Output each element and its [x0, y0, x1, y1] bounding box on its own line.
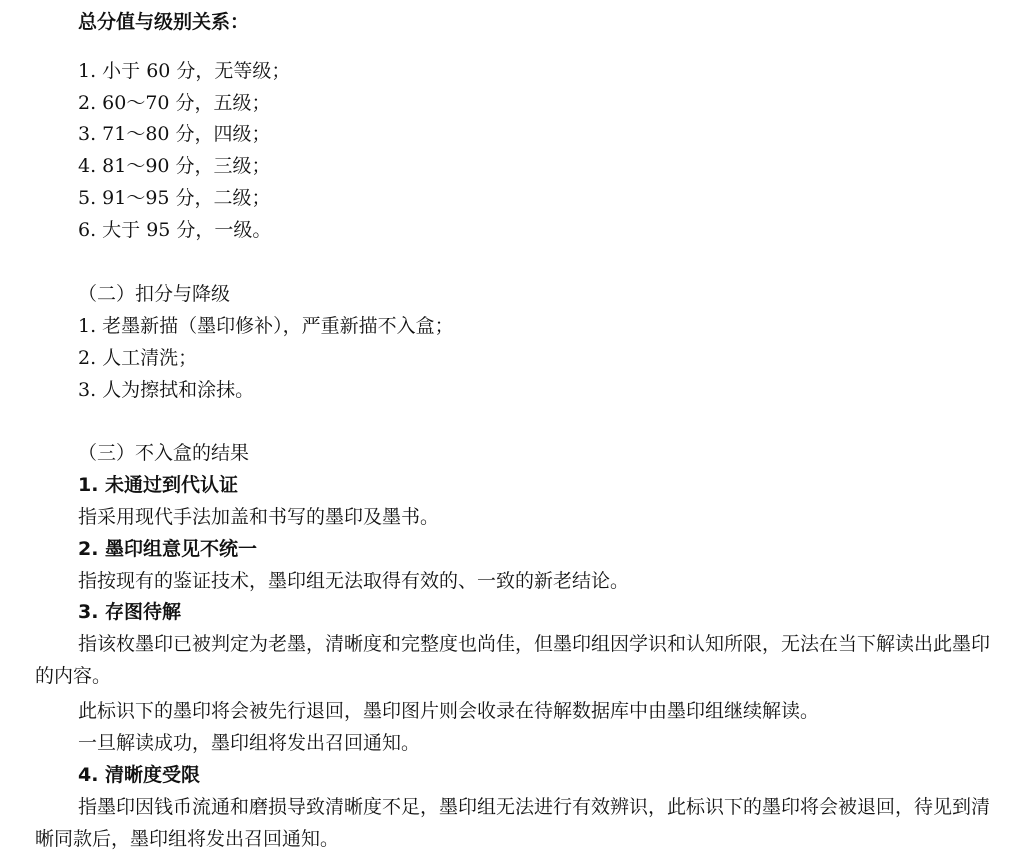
result-item-4-title: 4. 清晰度受限 [78, 764, 201, 786]
level-item-5: 5. 91～95 分，二级； [78, 187, 271, 209]
result-item-3-text-2: 此标识下的墨印将会被先行退回，墨印图片则会收录在待解数据库中由墨印组继续解读。 [78, 700, 820, 722]
level-item-6: 6. 大于 95 分，一级。 [78, 219, 272, 241]
section2-heading: （二）扣分与降级 [78, 283, 231, 305]
level-item-4: 4. 81～90 分，三级； [78, 155, 271, 177]
result-item-3-title: 3. 存图待解 [78, 601, 182, 623]
deduction-item-3: 3. 人为擦拭和涂抹。 [78, 379, 255, 401]
result-item-1-title: 1. 未通过到代认证 [78, 474, 239, 496]
deduction-item-1: 1. 老墨新描（墨印修补），严重新描不入盒； [78, 315, 454, 337]
result-item-2-text: 指按现有的鉴证技术，墨印组无法取得有效的、一致的新老结论。 [78, 570, 630, 592]
result-item-4-text: 指墨印因钱币流通和磨损导致清晰度不足，墨印组无法进行有效辨识，此标识下的墨印将会被退回，待见到清晰同款后，墨印组将发出召回通知。 [35, 796, 991, 850]
section-title: 总分值与级别关系： [78, 11, 250, 33]
level-item-1: 1. 小于 60 分，无等级； [78, 60, 291, 82]
result-item-3-text-3: 一旦解读成功，墨印组将发出召回通知。 [78, 732, 421, 754]
level-item-2: 2. 60～70 分，五级； [78, 92, 271, 114]
result-item-3-text: 指该枚墨印已被判定为老墨，清晰度和完整度也尚佳，但墨印组因学识和认知所限，无法在当下解读出此墨印的内容。 [35, 633, 991, 687]
deduction-item-2: 2. 人工清洗； [78, 347, 198, 369]
result-item-1-text: 指采用现代手法加盖和书写的墨印及墨书。 [78, 506, 440, 528]
level-item-3: 3. 71～80 分，四级； [78, 123, 271, 145]
section3-heading: （三）不入盒的结果 [78, 442, 250, 464]
result-item-2-title: 2. 墨印组意见不统一 [78, 538, 258, 560]
